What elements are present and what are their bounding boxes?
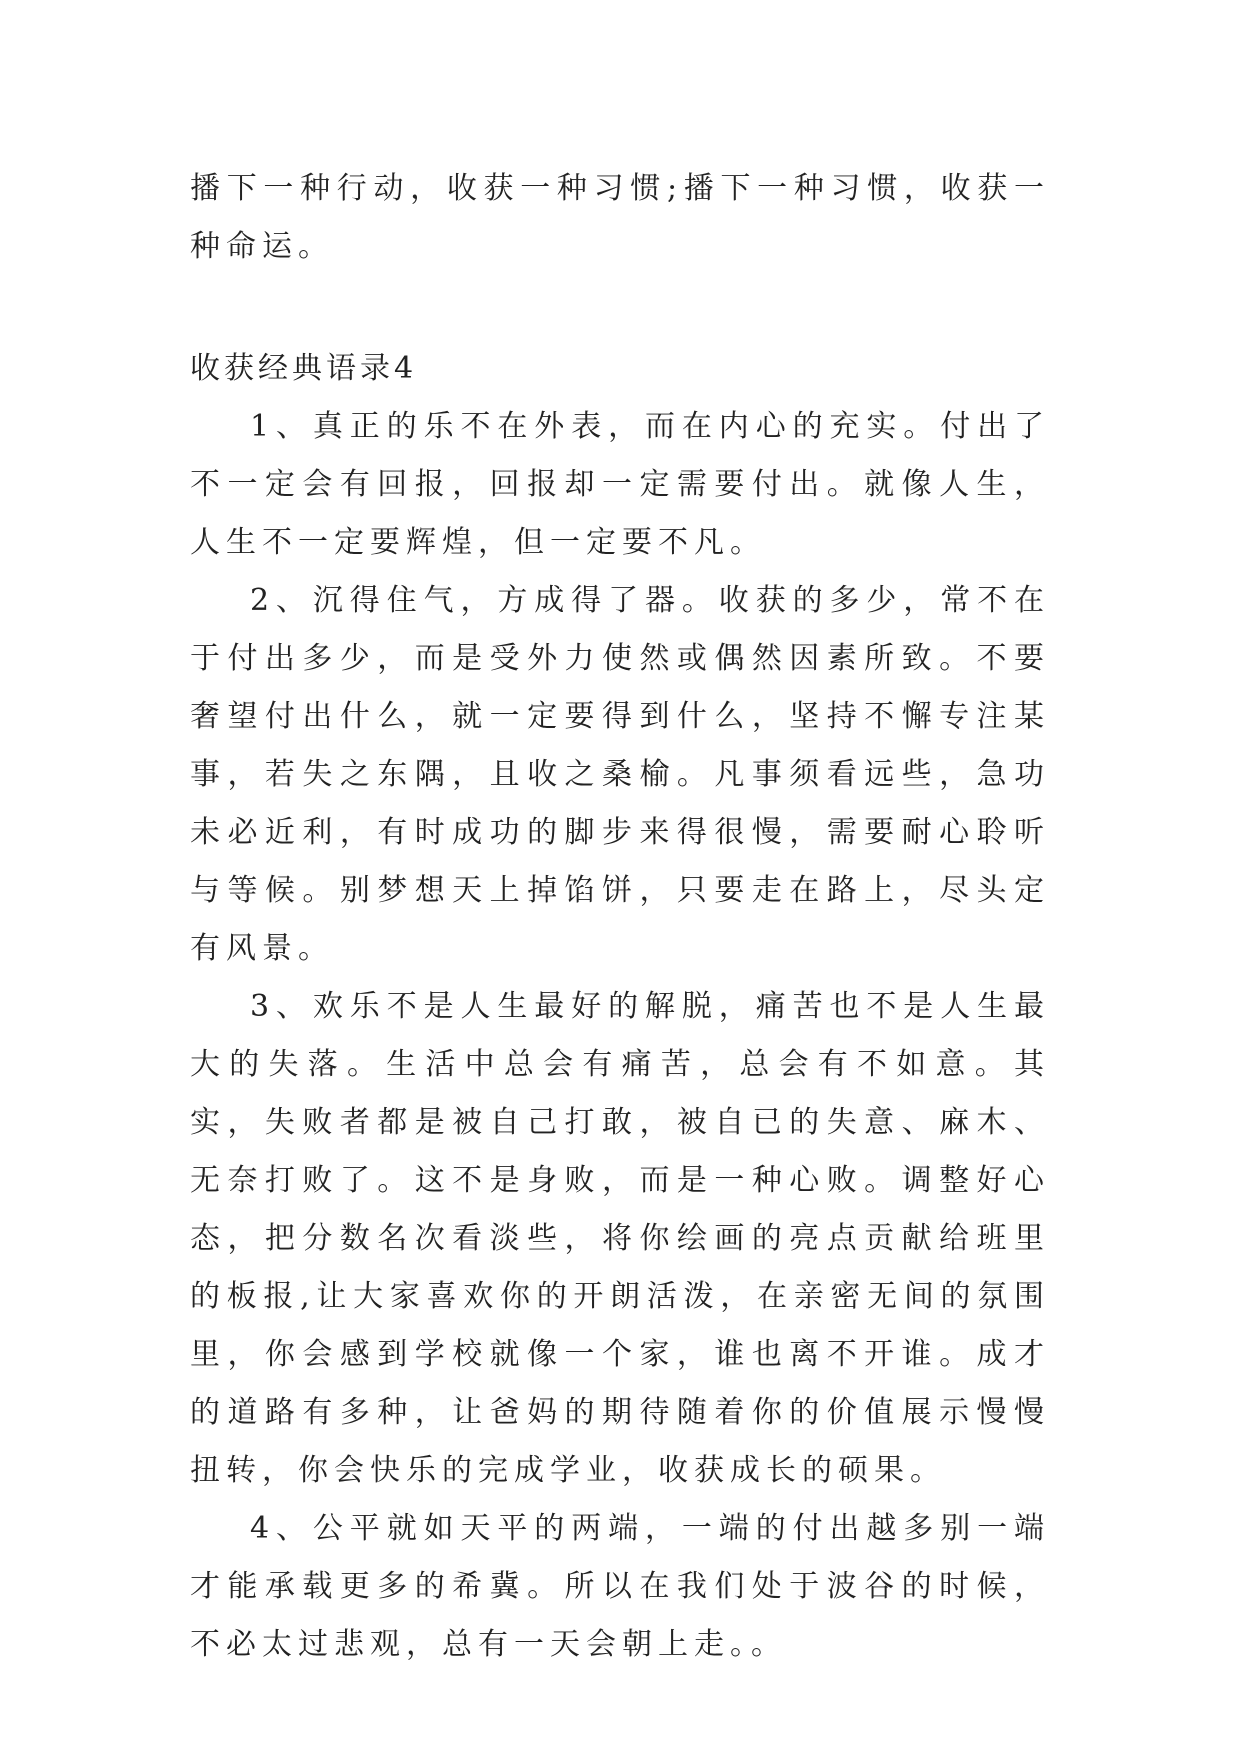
section-title: 收获经典语录4	[190, 351, 418, 386]
quote-item-1: 1、真正的乐不在外表，而在内心的充实。付出了不一定会有回报，回报却一定需要付出。就像人生，人生不一定要辉煌，但一定要不凡。	[190, 409, 1050, 560]
section-gap	[190, 276, 1050, 340]
intro-paragraph: 播下一种行动，收获一种习惯;播下一种习惯，收获一种命运。	[190, 171, 1050, 264]
quote-item-2: 2、沉得住气，方成得了器。收获的多少，常不在于付出多少，而是受外力使然或偶然因素所致。不要奢望付出什么，就一定要得到什么，坚持不懈专注某事，若失之东隅，且收之桑榆。凡事须看远些，急功未必近利，有时成功的脚步来得很慢，需要耐心聆听与等候。别梦想天上掉馅饼，只要走在路上，尽头定有风景。	[190, 583, 1050, 966]
quote-item-3: 3、欢乐不是人生最好的解脱，痛苦也不是人生最大的失落。生活中总会有痛苦，总会有不如意。其实，失败者都是被自己打敢，被自已的失意、麻木、无奈打败了。这不是身败，而是一种心败。调整好心态，把分数名次看淡些，将你绘画的亮点贡献给班里的板报,让大家喜欢你的开朗活泼，在亲密无间的氛围里，你会感到学校就像一个家，谁也离不开谁。成才的道路有多种，让爸妈的期待随着你的价值展示慢慢扭转，你会快乐的完成学业，收获成长的硕果。	[190, 989, 1050, 1488]
document-body	[190, 160, 1050, 1674]
quote-item-4: 4、公平就如天平的两端，一端的付出越多别一端才能承载更多的希冀。所以在我们处于波谷的时候，不必太过悲观，总有一天会朝上走。。	[190, 1511, 1050, 1662]
